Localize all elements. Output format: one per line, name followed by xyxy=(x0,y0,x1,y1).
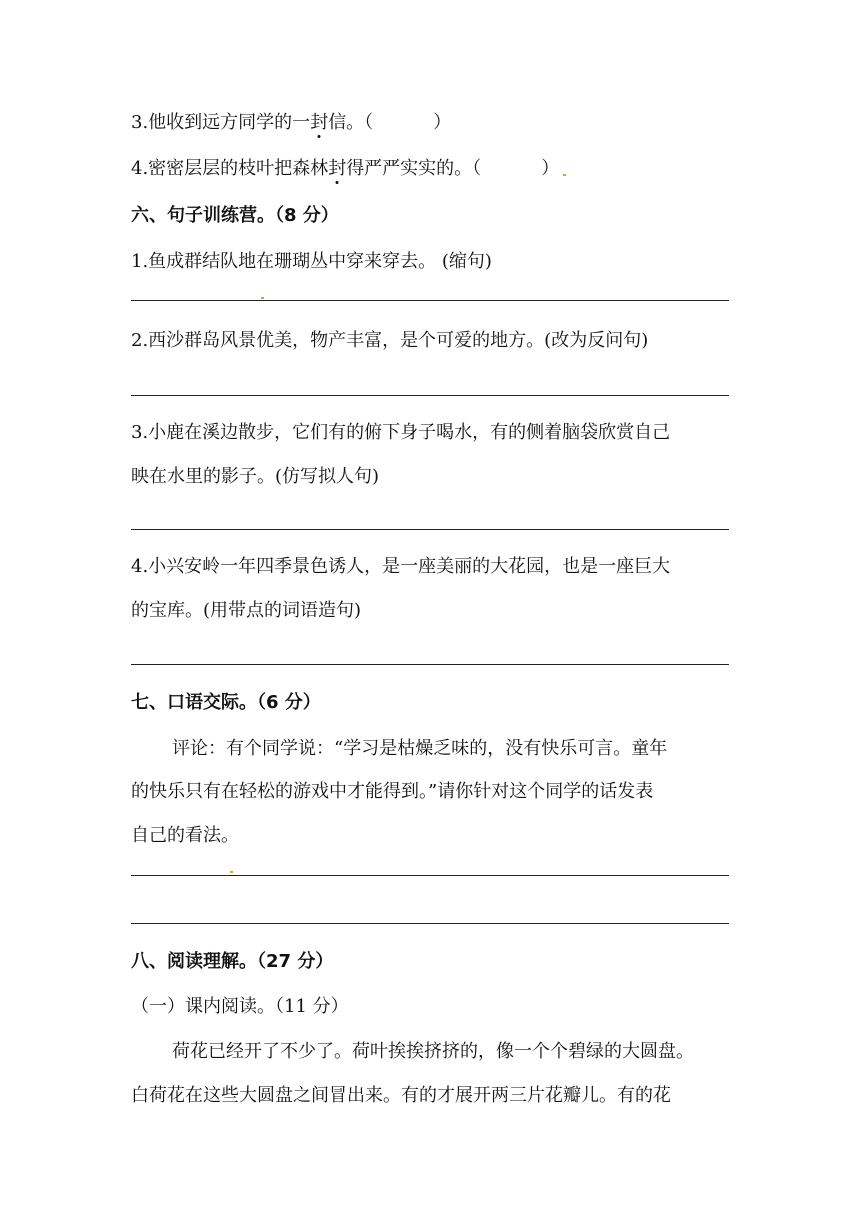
answer-line[interactable] xyxy=(131,875,729,876)
q5-4-text-b: 得严严实实的。（ xyxy=(346,158,482,179)
scan-speck xyxy=(230,871,233,873)
scan-speck xyxy=(261,297,264,299)
answer-line[interactable] xyxy=(131,395,729,396)
s6-q4-line2: 的宝库。(用带点的词语造句) xyxy=(131,600,362,621)
section6-heading: 六、句子训练营。（8 分） xyxy=(131,205,339,226)
q5-3-text-b: 信。（ xyxy=(328,112,374,133)
q5-4-close: ） xyxy=(541,158,560,179)
answer-line[interactable] xyxy=(131,664,729,665)
s6-q4-line1: 4.小兴安岭一年四季景色诱人，是一座美丽的大花园，也是一座巨大 xyxy=(131,556,671,577)
q5-3-text-a: 3.他收到远方同学的一 xyxy=(131,112,311,133)
s8-subheading: （一）课内阅读。（11 分） xyxy=(131,996,349,1017)
s7-line1: 评论：有个同学说：“学习是枯燥乏味的，没有快乐可言。童年 xyxy=(172,738,668,759)
s6-q3-line1: 3.小鹿在溪边散步，它们有的俯下身子喝水，有的侧着脑袋欣赏自己 xyxy=(131,422,671,443)
emphasis-char: 封 xyxy=(310,112,329,133)
section7-heading: 七、口语交际。（6 分） xyxy=(131,692,321,713)
answer-line[interactable] xyxy=(131,923,729,924)
q5-4-text-a: 4.密密层层的枝叶把森林 xyxy=(131,158,329,179)
s6-q3-line2: 映在水里的影子。(仿写拟人句) xyxy=(131,466,380,487)
answer-line[interactable] xyxy=(131,300,729,301)
emphasis-char: 封 xyxy=(328,158,347,179)
scan-speck xyxy=(563,174,566,176)
q5-4 xyxy=(131,157,559,181)
section8-heading: 八、阅读理解。（27 分） xyxy=(131,951,334,972)
q5-3-close: ） xyxy=(433,112,452,133)
s7-line3: 自己的看法。 xyxy=(131,825,239,846)
answer-line[interactable] xyxy=(131,529,729,530)
s6-q2: 2.西沙群岛风景优美，物产丰富，是个可爱的地方。(改为反问句) xyxy=(131,330,649,351)
s6-q1: 1.鱼成群结队地在珊瑚丛中穿来穿去。 (缩句) xyxy=(131,251,492,272)
q5-3 xyxy=(131,111,451,135)
s8-paragraph-line2: 白荷花在这些大圆盘之间冒出来。有的才展开两三片花瓣儿。有的花 xyxy=(131,1085,671,1106)
s7-line2: 的快乐只有在轻松的游戏中才能得到。”请你针对这个同学的话发表 xyxy=(131,781,654,802)
s8-paragraph-line1: 荷花已经开了不少了。荷叶挨挨挤挤的，像一个个碧绿的大圆盘。 xyxy=(172,1041,694,1062)
